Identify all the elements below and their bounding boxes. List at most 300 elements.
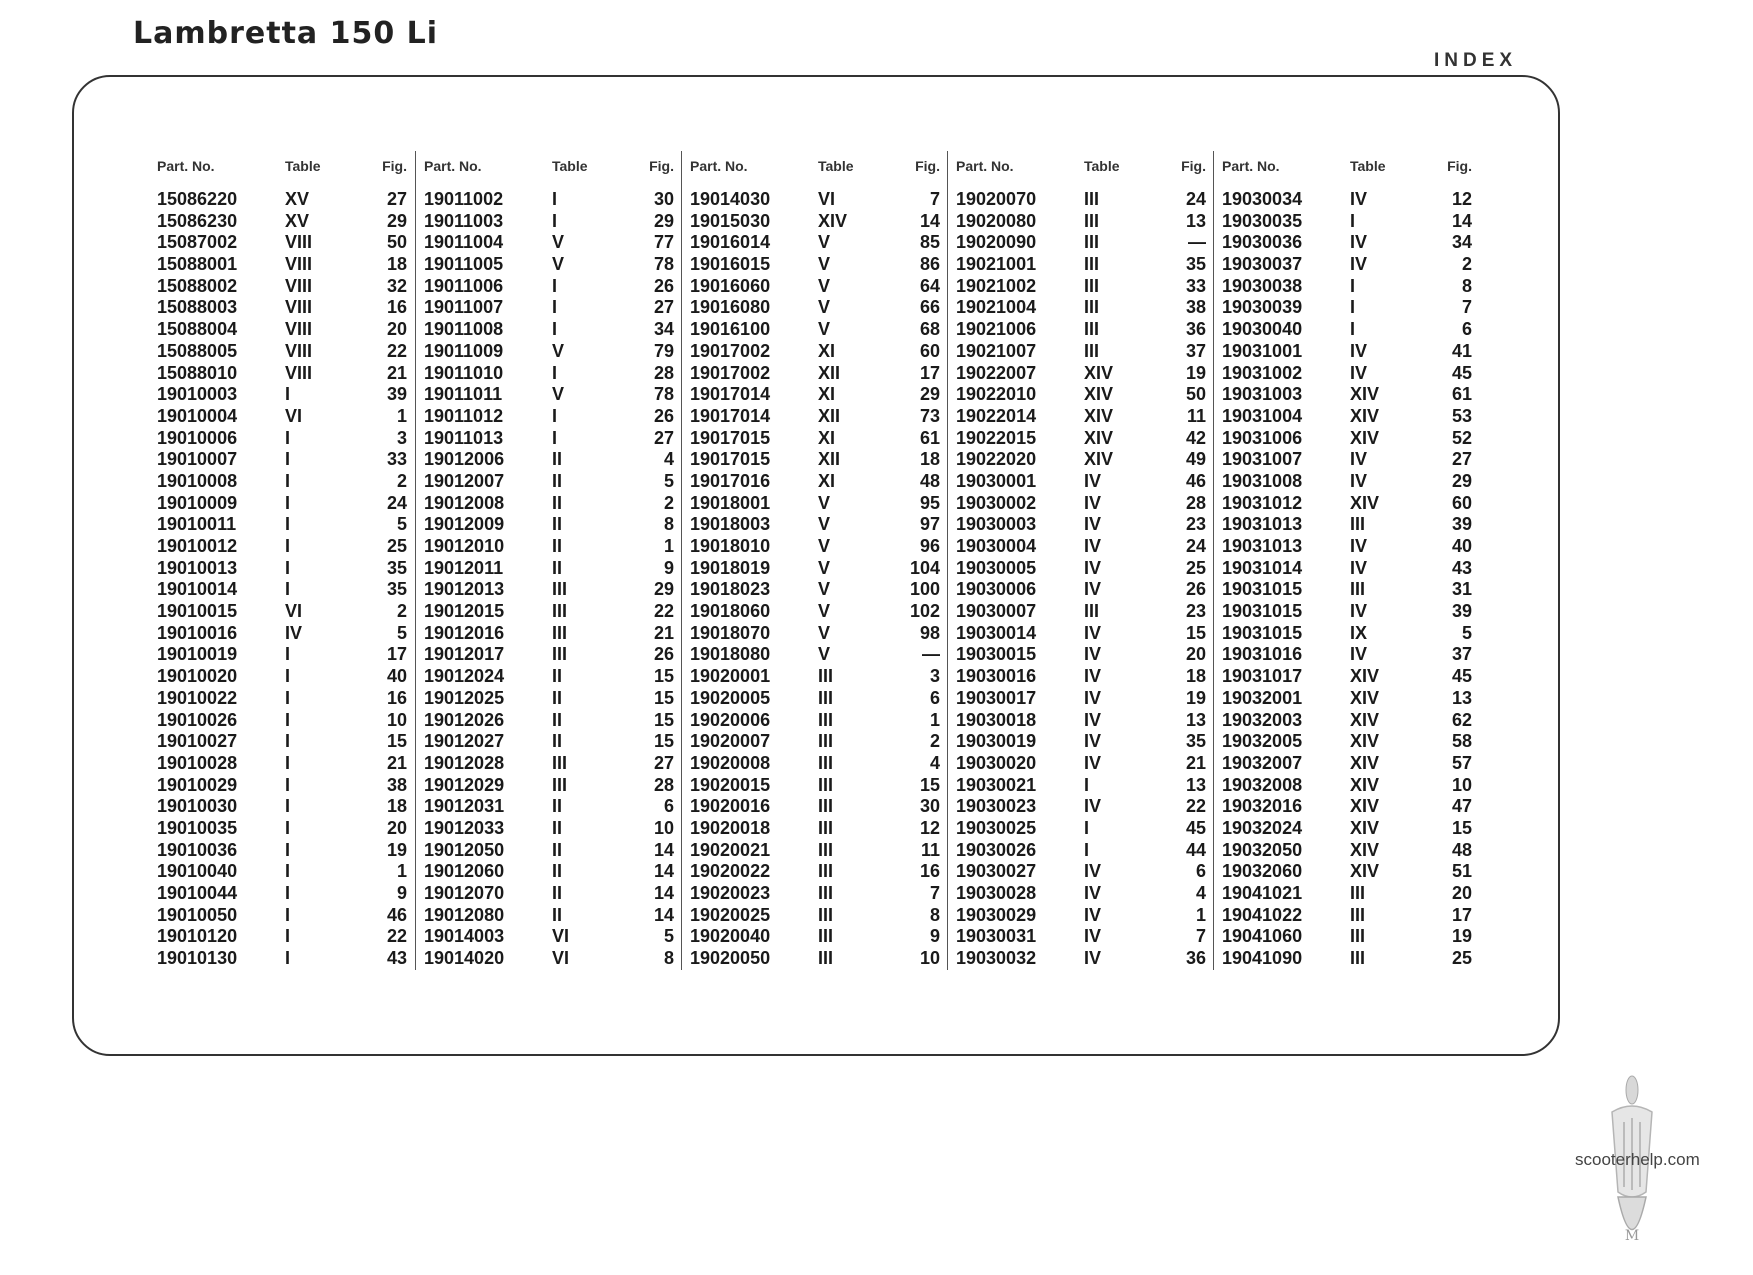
fig-number: 29 — [386, 210, 407, 231]
fig-number: 17 — [386, 644, 407, 665]
part-number: 19010029 — [157, 774, 238, 795]
part-number: 19031006 — [1222, 427, 1303, 448]
index-row — [424, 341, 681, 363]
index-row — [690, 861, 947, 883]
table-header: Table — [285, 158, 321, 174]
part-number: 19018003 — [690, 514, 771, 535]
part-number: 19030040 — [1222, 319, 1303, 340]
table-ref: V — [818, 514, 831, 535]
table-ref: I — [285, 709, 291, 730]
fig-number: 77 — [653, 232, 674, 253]
index-row — [690, 753, 947, 775]
table-ref: IV — [1350, 601, 1368, 622]
table-header: Table — [818, 158, 854, 174]
table-ref: V — [818, 622, 831, 643]
index-row — [1222, 948, 1479, 970]
part-number: 19022010 — [956, 384, 1037, 405]
table-ref: I — [1084, 774, 1090, 795]
column-rows — [690, 189, 947, 970]
index-row — [424, 710, 681, 732]
index-row — [424, 514, 681, 536]
fig-number: 22 — [386, 340, 407, 361]
part-number: 19031016 — [1222, 644, 1303, 665]
fig-number: 38 — [386, 774, 407, 795]
part-number: 19030020 — [956, 752, 1037, 773]
table-ref: XIV — [1350, 817, 1380, 838]
part-number: 19018080 — [690, 644, 771, 665]
index-row — [424, 926, 681, 948]
table-ref: IV — [1350, 536, 1368, 556]
index-row — [424, 471, 681, 493]
fig-number: 15 — [1451, 817, 1472, 838]
part-number: 19022020 — [956, 449, 1037, 470]
fig-number: 73 — [919, 405, 940, 426]
fig-number: 102 — [909, 601, 940, 622]
part-number: 15088005 — [157, 340, 238, 361]
table-ref: V — [818, 275, 831, 296]
fig-number: 45 — [1451, 362, 1472, 383]
table-ref: IV — [1350, 189, 1368, 209]
index-row — [1222, 710, 1479, 732]
table-ref: V — [818, 644, 831, 665]
part-number: 19011012 — [424, 405, 504, 426]
part-number: 19012016 — [424, 622, 505, 643]
fig-number: 33 — [1185, 275, 1206, 296]
part-number: 19032003 — [1222, 709, 1303, 730]
part-number: 19020018 — [690, 817, 771, 838]
part-number: 19012070 — [424, 883, 505, 903]
fig-number: 66 — [919, 297, 940, 318]
index-row — [424, 688, 681, 710]
table-ref: IV — [1084, 861, 1102, 882]
index-row — [690, 710, 947, 732]
index-columns — [149, 151, 1539, 970]
fig-number: 40 — [386, 666, 407, 687]
table-ref: IV — [1084, 709, 1102, 730]
table-ref: XI — [818, 470, 836, 491]
index-row — [424, 818, 681, 840]
fig-number: 57 — [1451, 752, 1472, 773]
table-ref: I — [285, 731, 291, 752]
table-ref: I — [285, 774, 291, 795]
part-no-header: Part. No. — [690, 158, 748, 174]
table-ref: XIV — [1350, 796, 1380, 817]
table-ref: III — [818, 666, 834, 687]
index-row — [956, 579, 1213, 601]
index-row — [690, 276, 947, 298]
fig-number: 40 — [1451, 536, 1472, 556]
fig-number: 19 — [1185, 687, 1206, 708]
fig-number: 34 — [1451, 232, 1472, 253]
index-row — [1222, 514, 1479, 536]
index-row — [956, 883, 1213, 905]
table-ref: II — [552, 904, 563, 925]
fig-number: 39 — [1451, 601, 1472, 622]
table-ref: III — [818, 796, 834, 817]
index-row — [157, 883, 415, 905]
fig-number: 15 — [1185, 622, 1206, 643]
part-number: 19011003 — [424, 210, 504, 231]
index-row — [1222, 406, 1479, 428]
part-number: 19012031 — [424, 796, 505, 817]
table-ref: II — [552, 449, 563, 470]
fig-number: 22 — [653, 601, 674, 622]
table-ref: XIV — [1350, 492, 1380, 513]
part-number: 19012006 — [424, 449, 505, 470]
part-number: 19010007 — [157, 449, 238, 470]
fig-number: 61 — [1451, 384, 1472, 405]
fig-number: 1 — [663, 536, 674, 556]
index-row — [1222, 644, 1479, 666]
index-row — [424, 579, 681, 601]
table-ref: I — [552, 319, 558, 340]
table-ref: III — [1350, 948, 1366, 969]
table-ref: VI — [285, 601, 303, 622]
fig-number: 52 — [1451, 427, 1472, 448]
table-ref: IV — [1084, 883, 1102, 903]
index-row — [424, 666, 681, 688]
part-number: 19032050 — [1222, 839, 1303, 860]
part-number: 19030023 — [956, 796, 1037, 817]
table-ref: IV — [1084, 557, 1102, 578]
part-number: 19012013 — [424, 579, 505, 600]
index-row — [1222, 297, 1479, 319]
index-row — [157, 211, 415, 233]
part-number: 19030035 — [1222, 210, 1303, 231]
table-ref: II — [552, 492, 563, 513]
part-number: 19030027 — [956, 861, 1037, 882]
part-number: 19012080 — [424, 904, 505, 925]
table-ref: IV — [1350, 340, 1368, 361]
index-row — [424, 558, 681, 580]
table-ref: III — [818, 861, 834, 882]
part-number: 19018023 — [690, 579, 771, 600]
index-row — [157, 363, 415, 385]
fig-number: 28 — [653, 362, 674, 383]
part-number: 19030034 — [1222, 189, 1303, 209]
index-row — [690, 536, 947, 558]
part-number: 19012033 — [424, 817, 505, 838]
part-number: 19017015 — [690, 449, 771, 470]
part-number: 19016015 — [690, 254, 771, 275]
table-ref: I — [1350, 319, 1356, 340]
table-ref: III — [1084, 340, 1100, 361]
fig-number: 4 — [929, 752, 940, 773]
part-number: 19031015 — [1222, 601, 1303, 622]
index-row — [690, 363, 947, 385]
fig-number: 16 — [386, 297, 407, 318]
part-number: 19010016 — [157, 622, 238, 643]
part-number: 19018019 — [690, 557, 771, 578]
fig-number: 19 — [386, 839, 407, 860]
index-row — [690, 471, 947, 493]
part-number: 19020070 — [956, 189, 1037, 209]
table-ref: II — [552, 731, 563, 752]
table-ref: III — [1084, 275, 1100, 296]
index-row — [956, 406, 1213, 428]
part-number: 19012050 — [424, 839, 505, 860]
index-row — [1222, 254, 1479, 276]
index-row — [157, 753, 415, 775]
fig-number: 19 — [1185, 362, 1206, 383]
fig-number: 1 — [929, 709, 940, 730]
index-row — [424, 319, 681, 341]
index-row — [424, 276, 681, 298]
table-ref: V — [818, 232, 831, 253]
index-row — [157, 905, 415, 927]
part-number: 19030001 — [956, 470, 1037, 491]
fig-number: 100 — [909, 579, 940, 600]
index-row — [956, 905, 1213, 927]
index-row — [1222, 796, 1479, 818]
part-number: 19041060 — [1222, 926, 1303, 947]
table-ref: III — [552, 644, 568, 665]
fig-number: 14 — [653, 904, 674, 925]
part-number: 19031002 — [1222, 362, 1303, 383]
index-row — [956, 297, 1213, 319]
index-row — [424, 211, 681, 233]
index-row — [157, 775, 415, 797]
fig-number: 10 — [386, 709, 407, 730]
table-ref: IV — [1084, 926, 1102, 947]
fig-number: 46 — [1185, 470, 1206, 491]
part-number: 19022015 — [956, 427, 1037, 448]
table-ref: I — [552, 297, 558, 318]
fig-number: 32 — [386, 275, 407, 296]
fig-number: — — [1188, 232, 1206, 253]
fig-number: 96 — [919, 536, 940, 556]
table-ref: I — [285, 514, 291, 535]
part-number: 19011013 — [424, 427, 504, 448]
table-ref: IV — [1350, 449, 1368, 470]
part-number: 19010120 — [157, 926, 238, 947]
fig-number: 95 — [919, 492, 940, 513]
fig-number: 10 — [919, 948, 940, 969]
fig-number: 8 — [1461, 275, 1472, 296]
table-ref: III — [818, 774, 834, 795]
fig-number: 5 — [396, 514, 407, 535]
index-row — [157, 558, 415, 580]
fig-number: 53 — [1451, 405, 1472, 426]
fig-number: 7 — [1195, 926, 1206, 947]
table-ref: XI — [818, 384, 836, 405]
part-number: 19030003 — [956, 514, 1037, 535]
part-number: 19030014 — [956, 622, 1037, 643]
index-row — [1222, 861, 1479, 883]
table-ref: III — [1084, 232, 1100, 253]
column-header — [157, 151, 415, 181]
fig-number: 36 — [1185, 319, 1206, 340]
index-row — [690, 341, 947, 363]
part-number: 19017002 — [690, 362, 771, 383]
index-row — [956, 840, 1213, 862]
part-number: 19032007 — [1222, 752, 1303, 773]
fig-number: 34 — [653, 319, 674, 340]
fig-number: 20 — [386, 817, 407, 838]
table-ref: IV — [1084, 687, 1102, 708]
fig-header: Fig. — [1181, 158, 1206, 174]
fig-number: 27 — [653, 427, 674, 448]
part-number: 19031003 — [1222, 384, 1303, 405]
fig-number: 78 — [653, 384, 674, 405]
table-ref: III — [552, 752, 568, 773]
fig-number: 36 — [1185, 948, 1206, 969]
table-ref: VIII — [285, 275, 313, 296]
index-row — [690, 319, 947, 341]
index-row — [1222, 211, 1479, 233]
table-ref: I — [552, 362, 558, 383]
index-row — [690, 493, 947, 515]
column-header — [690, 151, 947, 181]
index-row — [690, 232, 947, 254]
index-row — [1222, 579, 1479, 601]
fig-number: 24 — [1185, 189, 1206, 209]
part-number: 19021002 — [956, 275, 1037, 296]
table-ref: II — [552, 536, 563, 556]
fig-number: 13 — [1185, 709, 1206, 730]
index-row — [424, 948, 681, 970]
table-ref: VI — [285, 405, 303, 426]
fig-number: 14 — [653, 883, 674, 903]
part-number: 19030006 — [956, 579, 1037, 600]
part-number: 19015030 — [690, 210, 771, 231]
table-ref: XIV — [1350, 687, 1380, 708]
index-title: INDEX — [1434, 50, 1518, 71]
part-number: 19031012 — [1222, 492, 1303, 513]
index-row — [424, 536, 681, 558]
table-ref: III — [818, 752, 834, 773]
index-row — [956, 254, 1213, 276]
fig-number: 22 — [1185, 796, 1206, 817]
table-ref: VIII — [285, 319, 313, 340]
part-number: 19021007 — [956, 340, 1037, 361]
index-row — [157, 818, 415, 840]
fig-number: 50 — [386, 232, 407, 253]
table-ref: XIV — [1084, 427, 1114, 448]
part-number: 19016080 — [690, 297, 771, 318]
table-ref: I — [285, 948, 291, 969]
fig-number: 20 — [386, 319, 407, 340]
part-number: 19020021 — [690, 839, 771, 860]
fig-number: 51 — [1451, 861, 1472, 882]
index-row — [1222, 883, 1479, 905]
table-ref: I — [285, 687, 291, 708]
table-ref: V — [818, 297, 831, 318]
index-row — [1222, 189, 1479, 211]
table-ref: IV — [1350, 470, 1368, 491]
fig-number: 15 — [653, 731, 674, 752]
fig-number: 97 — [919, 514, 940, 535]
fig-number: 7 — [929, 883, 940, 903]
table-ref: III — [818, 687, 834, 708]
part-number: 19022014 — [956, 405, 1037, 426]
fig-number: 49 — [1185, 449, 1206, 470]
fig-number: 38 — [1185, 297, 1206, 318]
table-ref: II — [552, 666, 563, 687]
table-ref: XIV — [1350, 709, 1380, 730]
table-ref: III — [818, 948, 834, 969]
fig-number: 17 — [919, 362, 940, 383]
part-number: 19012017 — [424, 644, 505, 665]
table-ref: III — [552, 601, 568, 622]
fig-number: 78 — [653, 254, 674, 275]
part-number: 19010026 — [157, 709, 238, 730]
fig-number: 29 — [1451, 470, 1472, 491]
index-row — [1222, 449, 1479, 471]
index-row — [1222, 688, 1479, 710]
index-row — [424, 840, 681, 862]
fig-number: 11 — [920, 839, 940, 860]
fig-number: 29 — [653, 210, 674, 231]
part-number: 19017016 — [690, 470, 771, 491]
part-number: 19010022 — [157, 687, 238, 708]
fig-header: Fig. — [1447, 158, 1472, 174]
fig-number: 23 — [1185, 514, 1206, 535]
fig-number: 2 — [663, 492, 674, 513]
index-row — [956, 363, 1213, 385]
part-number: 19031013 — [1222, 514, 1303, 535]
part-number: 19014003 — [424, 926, 505, 947]
part-number: 19010013 — [157, 557, 238, 578]
table-ref: VIII — [285, 362, 313, 383]
fig-number: 3 — [396, 427, 407, 448]
fig-number: 4 — [1195, 883, 1206, 903]
index-row — [424, 428, 681, 450]
fig-number: 43 — [1451, 557, 1472, 578]
part-number: 19010012 — [157, 536, 238, 556]
fig-number: 5 — [396, 622, 407, 643]
index-row — [1222, 840, 1479, 862]
index-row — [1222, 428, 1479, 450]
part-number: 19012026 — [424, 709, 505, 730]
table-ref: I — [285, 666, 291, 687]
part-number: 19010027 — [157, 731, 238, 752]
fig-number: 28 — [1185, 492, 1206, 513]
fig-number: 79 — [653, 340, 674, 361]
fig-number: 14 — [919, 210, 940, 231]
fig-number: 10 — [1451, 774, 1472, 795]
fig-number: 21 — [386, 752, 407, 773]
part-number: 19020090 — [956, 232, 1037, 253]
part-number: 19021001 — [956, 254, 1037, 275]
table-ref: II — [552, 861, 563, 882]
table-ref: XIV — [1084, 449, 1114, 470]
fig-number: 13 — [1451, 687, 1472, 708]
index-row — [157, 861, 415, 883]
index-row — [157, 948, 415, 970]
table-ref: XIV — [1350, 731, 1380, 752]
fig-number: 26 — [653, 405, 674, 426]
index-row — [424, 493, 681, 515]
part-number: 19010009 — [157, 492, 238, 513]
table-ref: V — [818, 254, 831, 275]
fig-number: 46 — [386, 904, 407, 925]
table-ref: IV — [1084, 622, 1102, 643]
fig-number: 31 — [1451, 579, 1472, 600]
fig-number: 27 — [653, 752, 674, 773]
part-number: 19020050 — [690, 948, 771, 969]
fig-number: 62 — [1451, 709, 1472, 730]
fig-number: — — [922, 644, 940, 665]
table-ref: III — [1350, 904, 1366, 925]
table-ref: I — [285, 796, 291, 817]
fig-number: 47 — [1451, 796, 1472, 817]
fig-number: 30 — [919, 796, 940, 817]
table-ref: I — [285, 557, 291, 578]
part-number: 19031017 — [1222, 666, 1303, 687]
part-number: 19030032 — [956, 948, 1037, 969]
part-number: 19020008 — [690, 752, 771, 773]
